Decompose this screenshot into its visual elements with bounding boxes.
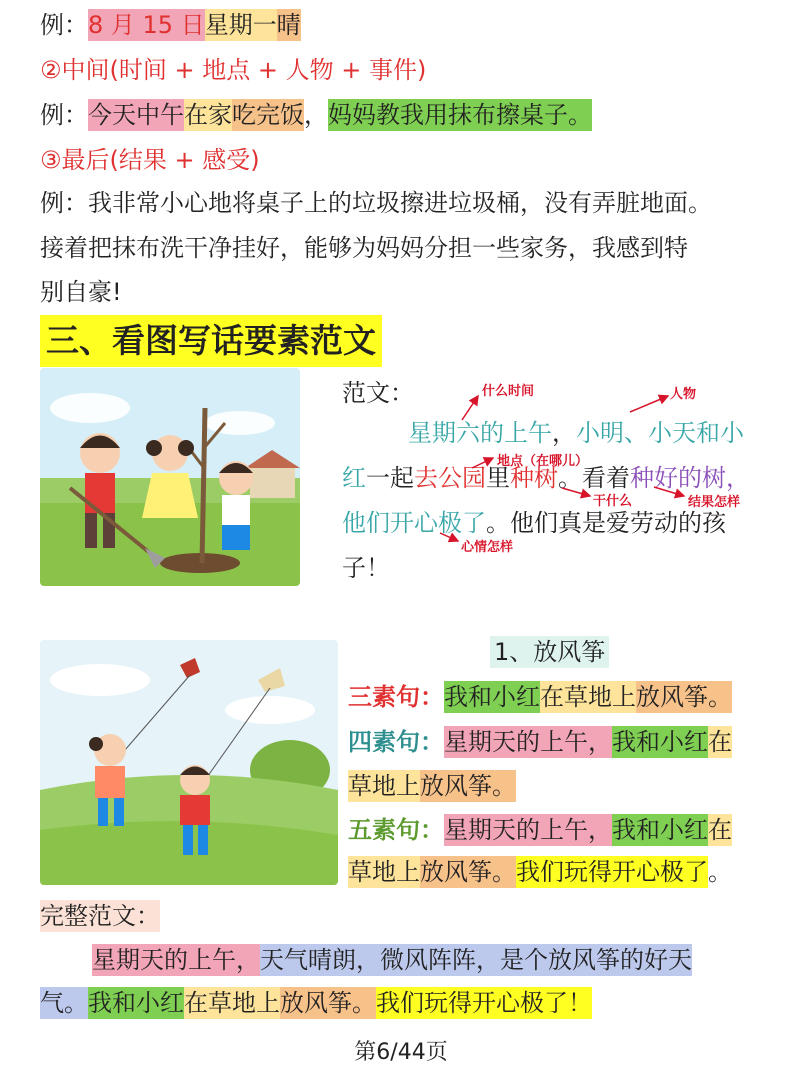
sample-label: 范文： (342, 379, 414, 407)
kite-title (490, 632, 609, 672)
five-period: 。 (708, 858, 732, 886)
sample-people-end: 红 (342, 464, 366, 492)
sample-line-4: 子！ (342, 554, 390, 582)
five-action: 放风筝。 (420, 858, 516, 886)
five-label: 五素句： (348, 816, 444, 844)
sample-conclusion: 。他们真是爱劳动的孩 (486, 509, 726, 537)
four-time: 星期天的上午， (444, 728, 612, 756)
four-action: 放风筝。 (420, 772, 516, 800)
annotation-who: 人物 (670, 387, 697, 402)
three-label: 三素句： (348, 683, 444, 711)
time-text: 今天中午 (88, 101, 184, 129)
example-prefix: 例： (40, 101, 88, 129)
full-action: 放风筝。 (280, 989, 376, 1017)
sample-comma: ， (552, 419, 576, 447)
middle-heading: ②中间(时间 + 地点 + 人物 + 事件) (40, 56, 427, 84)
five-mood: 我们玩得开心极了 (516, 858, 708, 886)
weather-text: 晴 (276, 11, 301, 39)
five-element-sentence-2 (348, 852, 732, 892)
weekday-text: 星期一 (204, 11, 277, 39)
five-at: 在 (708, 816, 732, 844)
five-place: 草地上 (348, 858, 420, 886)
comma: ， (304, 101, 328, 129)
sample-people: 小明、小天和小 (576, 419, 744, 447)
full-sample-line-2 (40, 983, 592, 1023)
example-last-line-3: 别自豪! (40, 278, 122, 306)
four-element-sentence-2 (348, 766, 516, 806)
date-text: 8 月 15 日 (88, 11, 205, 39)
five-people: 我和小红 (612, 816, 708, 844)
three-element-sentence (348, 677, 732, 717)
four-people: 我和小红 (612, 728, 708, 756)
last-heading: ③最后(结果 + 感受) (40, 146, 260, 174)
sample-time: 星期六的上午 (408, 419, 552, 447)
section-heading: 三、看图写话要素范文 (40, 315, 382, 367)
sample-together: 一起 (366, 464, 414, 492)
three-people: 我和小红 (444, 683, 540, 711)
three-action: 放风筝。 (636, 683, 732, 711)
annotation-mood: 心情怎样 (461, 540, 514, 555)
example-last-line-2: 接着把抹布洗干净挂好，能够为妈妈分担一些家务，我感到特 (40, 234, 688, 262)
kite-flying-illustration (40, 640, 338, 885)
sample-result: 种好的树 (630, 464, 726, 492)
sample-action: 种树 (510, 464, 558, 492)
five-time: 星期天的上午， (444, 816, 612, 844)
event-text: 吃完饭 (232, 101, 304, 129)
sample-looking: 。看着 (558, 464, 630, 492)
example-last-line-1: 例：我非常小心地将桌子上的垃圾擦进垃圾桶，没有弄脏地面。 (40, 189, 712, 217)
four-at: 在 (708, 728, 732, 756)
annotation-when: 什么时间 (482, 384, 535, 399)
sample-inside: 里 (486, 464, 510, 492)
full-weather-end: 气。 (40, 989, 88, 1017)
annotation-where: 地点（在哪儿） (497, 454, 589, 469)
five-element-sentence-1 (348, 810, 732, 850)
four-place: 草地上 (348, 772, 420, 800)
three-place: 在草地上 (540, 683, 636, 711)
annotation-result: 结果怎样 (688, 495, 741, 510)
place-text: 在家 (184, 101, 232, 129)
kite-title-text: 1、放风筝 (490, 636, 609, 668)
example-prefix: 例： (40, 11, 88, 39)
sample-mood: 他们开心极了 (342, 509, 486, 537)
four-label: 四素句： (348, 728, 444, 756)
full-sample-label (40, 896, 160, 936)
full-place: 在草地上 (184, 989, 280, 1017)
full-people: 我和小红 (88, 989, 184, 1017)
page-number: 第6/44页 (354, 1040, 448, 1065)
full-weather: 天气晴朗，微风阵阵，是个放风筝的好天 (260, 946, 692, 974)
sample-comma-2: ， (726, 464, 750, 492)
full-mood: 我们玩得开心极了！ (376, 989, 592, 1017)
full-sample-line-1 (92, 940, 692, 980)
action-text: 妈妈教我用抹布擦桌子。 (328, 101, 592, 129)
annotation-what: 干什么 (593, 494, 633, 509)
full-time: 星期天的上午， (92, 946, 260, 974)
full-label-text: 完整范文： (40, 902, 160, 930)
sample-place: 去公园 (414, 464, 486, 492)
four-element-sentence-1 (348, 722, 732, 762)
